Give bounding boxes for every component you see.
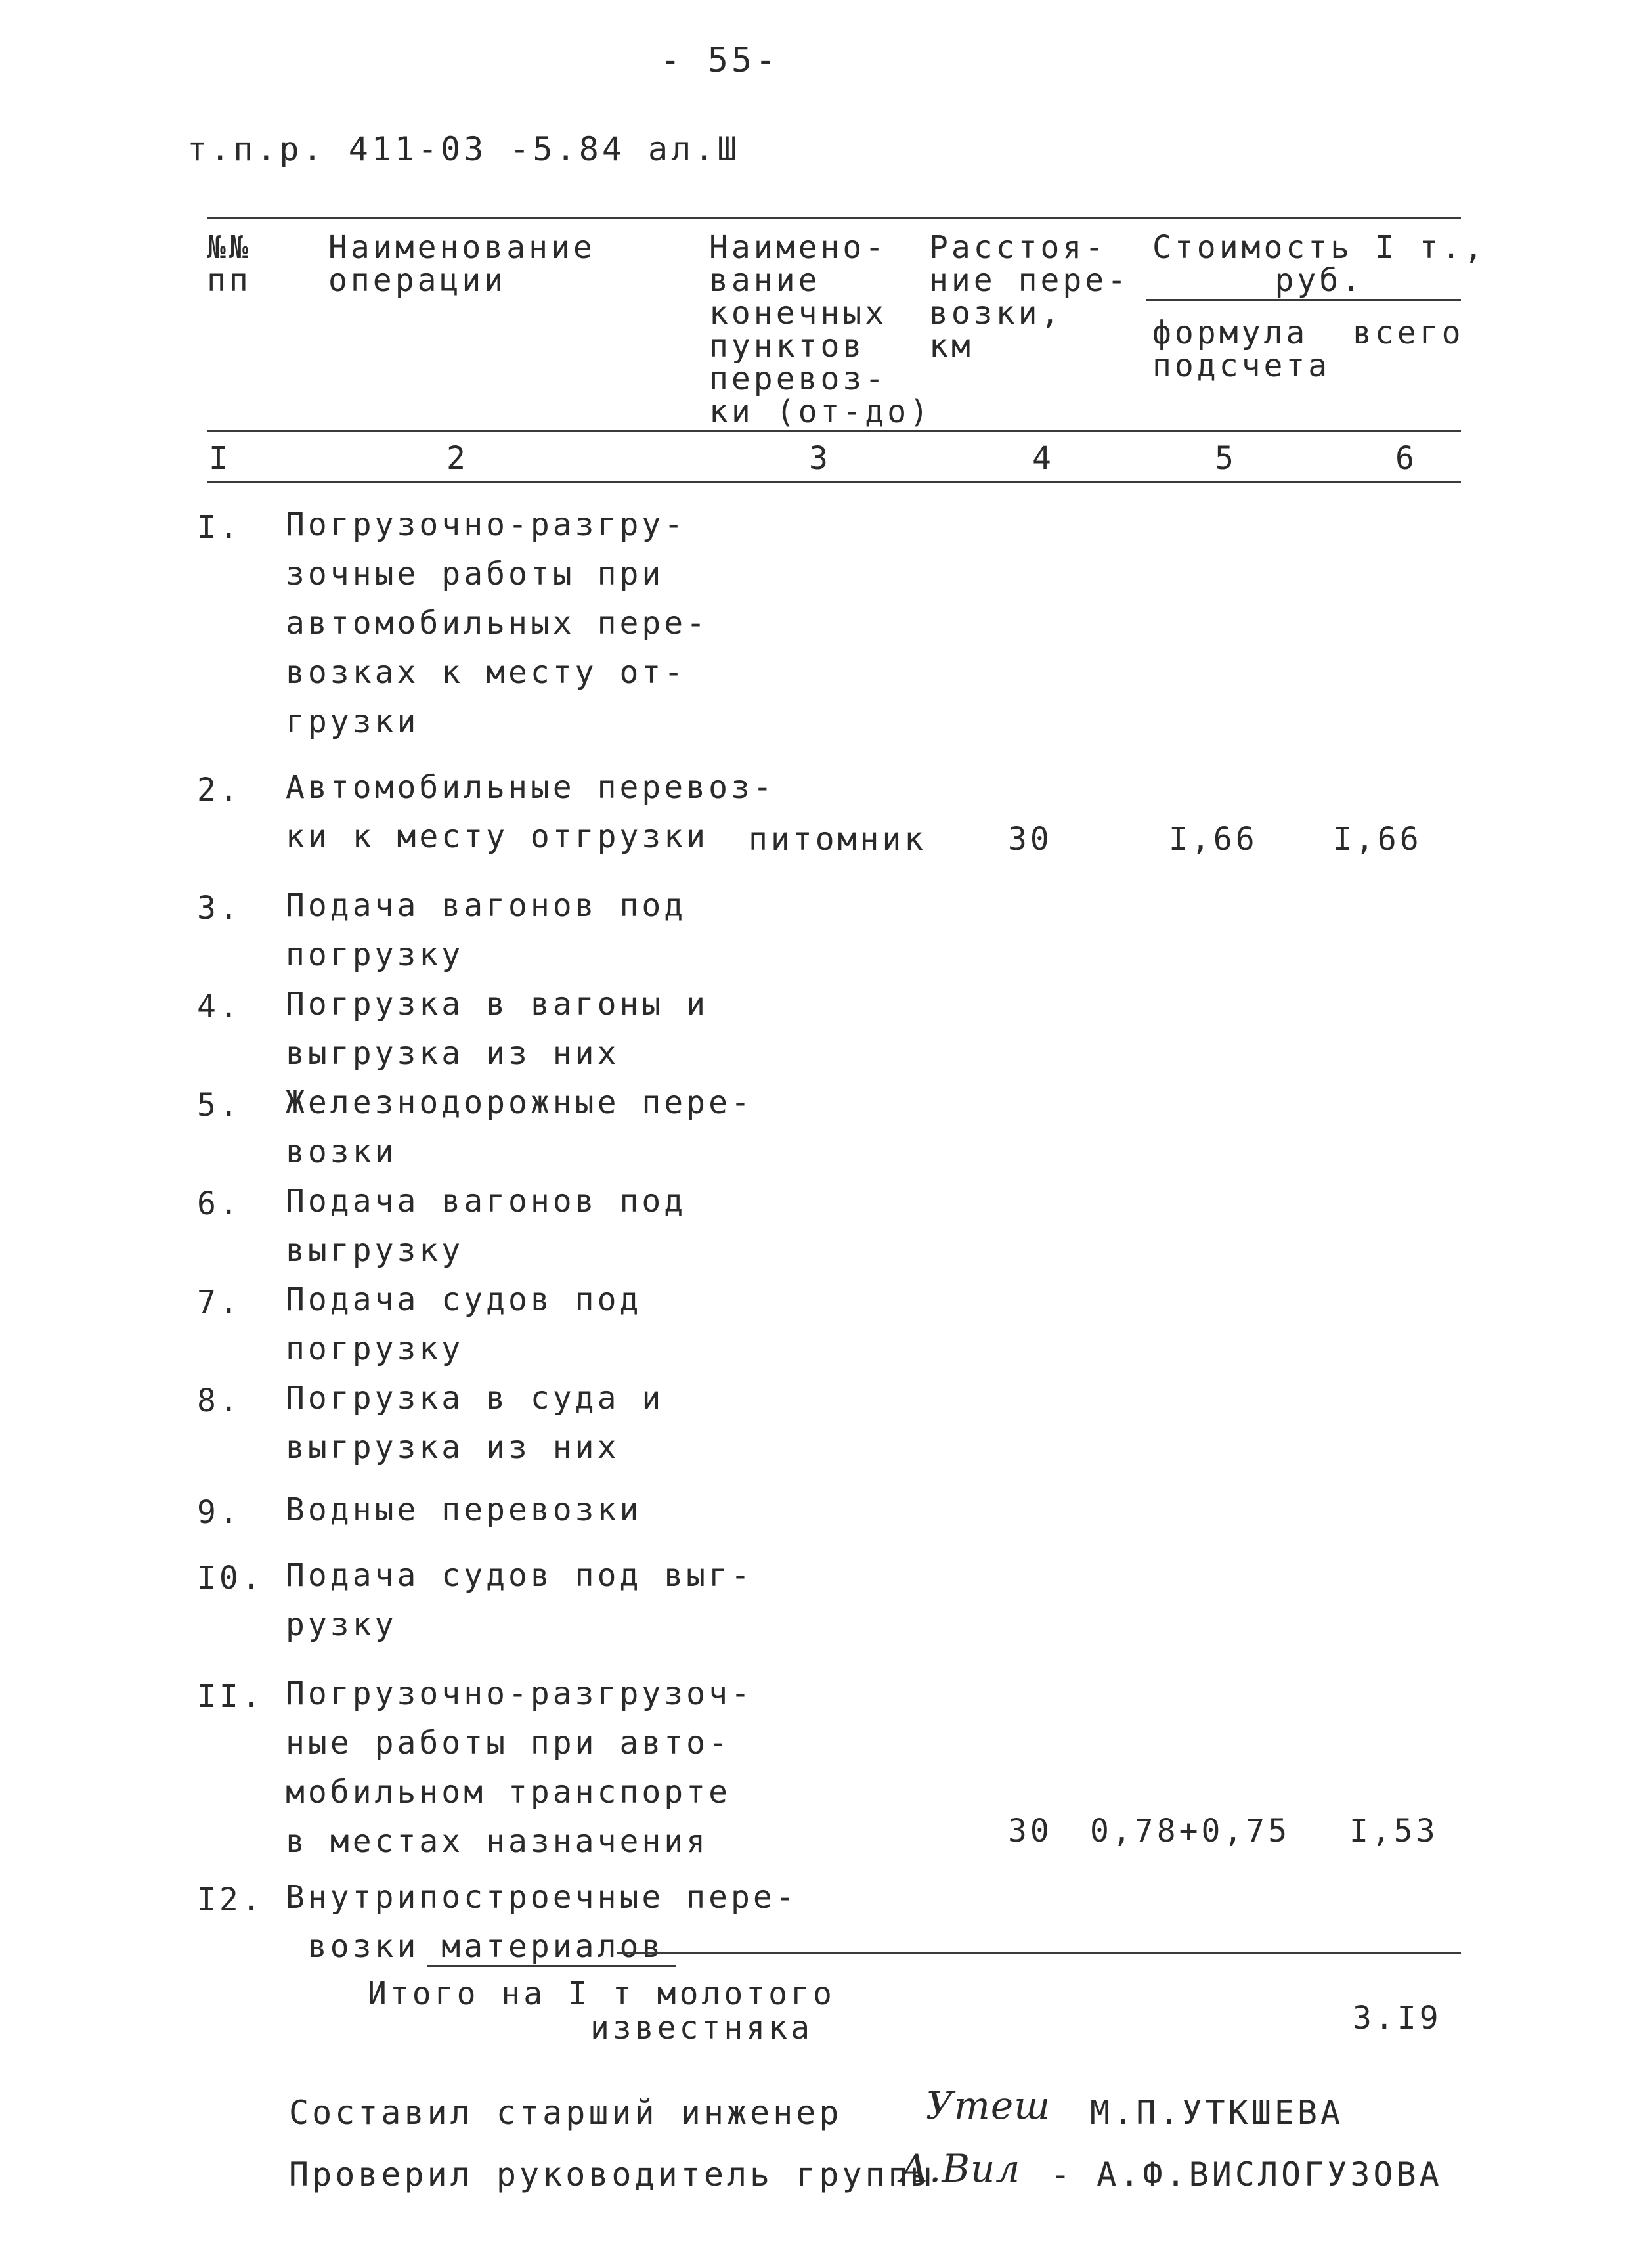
total-rule bbox=[617, 1952, 1461, 1954]
col-number: 4 bbox=[1032, 440, 1054, 477]
compiled-by-label: Составил старший инженер bbox=[289, 2094, 842, 2132]
row-total: I,53 bbox=[1349, 1813, 1439, 1849]
row-operation: Погрузка в вагоны и выгрузка из них bbox=[286, 986, 709, 1072]
row-operation: Подача судов под погрузку bbox=[286, 1281, 642, 1367]
header-col-distance: Расстоя- ние пере- возки, км bbox=[929, 229, 1130, 364]
checked-by-name: - А.Ф.ВИСЛОГУЗОВА bbox=[1051, 2155, 1443, 2194]
row-number: 6. bbox=[197, 1185, 242, 1222]
row-number: 5. bbox=[197, 1087, 242, 1124]
row-number: I2. bbox=[197, 1882, 264, 1918]
checked-signature: А.Вил bbox=[900, 2146, 1021, 2191]
col-number: I bbox=[209, 440, 231, 477]
header-col-points: Наимено- вание конечных пунктов перевоз- ки (от-до) bbox=[709, 229, 932, 430]
compiled-by-name: М.П.УТКШЕВА bbox=[1090, 2094, 1344, 2132]
total-value: 3.I9 bbox=[1353, 2000, 1442, 2037]
row-operation: Железнодорожные пере- возки bbox=[286, 1084, 753, 1170]
page-number: - 55- bbox=[660, 41, 779, 80]
row-number: 8. bbox=[197, 1382, 242, 1419]
document-reference: т.п.р. 411-03 -5.84 ал.Ш bbox=[187, 130, 741, 168]
row-operation: Внутрипостроечные пере- возки материалов bbox=[286, 1879, 798, 1965]
header-col-operation: Наименование операции bbox=[328, 229, 596, 299]
row-number: I0. bbox=[197, 1560, 264, 1597]
row-points: питомник bbox=[749, 821, 927, 858]
row-total: I,66 bbox=[1333, 821, 1422, 858]
header-col-formula: формула подсчета bbox=[1152, 315, 1331, 384]
row-formula: 0,78+0,75 bbox=[1090, 1813, 1291, 1849]
total-label: Итого на I т молотого известняка bbox=[368, 1975, 835, 2046]
header-cost-rule bbox=[1146, 299, 1461, 301]
header-bottom-rule bbox=[207, 430, 1461, 432]
header-col-total: всего bbox=[1353, 315, 1464, 351]
row-distance: 30 bbox=[1008, 1813, 1053, 1849]
row-operation: Погрузочно-разгрузоч- ные работы при авто- мобильном транспорте в местах назначения bbox=[286, 1675, 753, 1860]
operation-underline bbox=[427, 1965, 676, 1967]
row-number: 3. bbox=[197, 890, 242, 927]
row-number: 9. bbox=[197, 1494, 242, 1531]
col-number: 3 bbox=[809, 440, 831, 477]
row-number: 7. bbox=[197, 1284, 242, 1321]
row-number: I. bbox=[197, 509, 242, 546]
row-operation: Подача вагонов под выгрузку bbox=[286, 1183, 687, 1269]
row-operation: Автомобильные перевоз- ки к месту отгрузки bbox=[286, 769, 775, 855]
row-operation: Погрузочно-разгру- зочные работы при автомобильных пере- возках к месту от- грузки bbox=[286, 506, 709, 740]
row-operation: Водные перевозки bbox=[286, 1491, 642, 1528]
col-number: 5 bbox=[1215, 440, 1237, 477]
header-col-cost: Стоимость I т., руб. bbox=[1152, 229, 1487, 299]
header-top-rule bbox=[207, 217, 1461, 219]
checked-by-label: Проверил руководитель группы bbox=[289, 2155, 934, 2194]
col-number: 2 bbox=[446, 440, 469, 477]
row-number: II. bbox=[197, 1678, 264, 1715]
row-distance: 30 bbox=[1008, 821, 1053, 858]
col-number: 6 bbox=[1395, 440, 1418, 477]
row-operation: Подача вагонов под погрузку bbox=[286, 887, 687, 973]
row-formula: I,66 bbox=[1169, 821, 1258, 858]
col-numbers-rule bbox=[207, 481, 1461, 483]
row-operation: Подача судов под выг- рузку bbox=[286, 1557, 753, 1643]
row-number: 4. bbox=[197, 988, 242, 1025]
header-col-number: №№ пп bbox=[207, 229, 251, 299]
row-number: 2. bbox=[197, 772, 242, 808]
compiled-signature: Утеш bbox=[926, 2083, 1051, 2128]
row-operation: Погрузка в суда и выгрузка из них bbox=[286, 1380, 664, 1466]
